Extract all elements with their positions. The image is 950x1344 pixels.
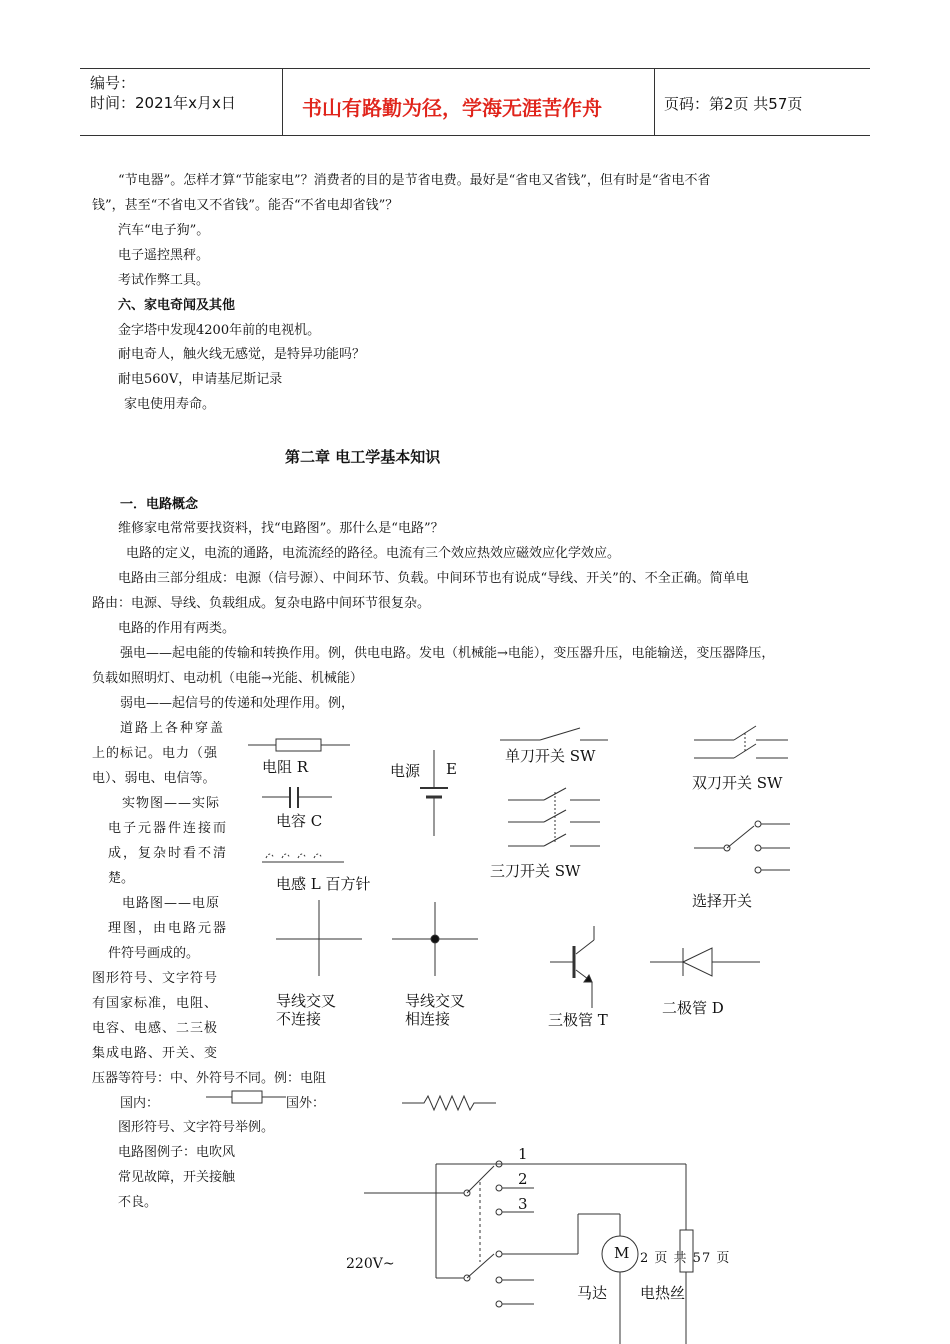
para-line: 负载如照明灯、电动机（电能→光能、机械能） <box>92 671 363 686</box>
transistor-label: 三极管 T <box>548 1011 608 1029</box>
header-page-label: 页码：第2页 共57页 <box>664 95 803 113</box>
body-line: 钱”，甚至“不省电又不省钱”。能否“不省电却省钱”？ <box>92 198 399 213</box>
side-line: 电）、弱电、电信等。 <box>92 771 216 786</box>
source-symbol-letter: E <box>446 760 457 778</box>
side-line: 件符号画成的。 <box>108 946 200 961</box>
section-heading-anecdotes: 六、家电奇闻及其他 <box>118 298 236 313</box>
side-line: 道路上各种穿盖 <box>120 721 226 736</box>
side-line: 楚。 <box>108 871 135 886</box>
tail-line: 图形符号、文字符号举例。 <box>118 1120 275 1135</box>
resistor-foreign-symbol <box>402 1096 496 1110</box>
motor-label: 马达 <box>577 1284 608 1302</box>
para-line: 电路的作用有两类。 <box>118 621 236 636</box>
triple-switch-label: 三刀开关 SW <box>490 862 581 880</box>
diode-label: 二极管 D <box>662 999 724 1017</box>
side-line: 理图，由电路元器 <box>108 921 229 936</box>
body-line: 耐电560V，申请基尼斯记录 <box>118 372 283 387</box>
side-line: 电容、电感、二三极 <box>92 1021 219 1036</box>
tail-line: 不良。 <box>118 1195 158 1210</box>
header-motto: 书山有路勤为径，学海无涯苦作舟 <box>302 96 602 120</box>
side-line: 有国家标准，电阻、 <box>92 996 219 1011</box>
section-title: 一．电路概念 <box>120 497 199 512</box>
hairdryer-circuit <box>364 1161 693 1344</box>
header-number-label: 编号： <box>90 74 136 92</box>
double-pole-switch-symbol <box>694 726 788 758</box>
para-line: 电路由三部分组成：电源（信号源）、中间环节、负载。中间环节也有说成“导线、开关”的、不全正确。简单电 <box>118 571 749 586</box>
side-line: 成，复杂时看不清 <box>108 846 229 861</box>
capacitor-symbol <box>262 787 332 808</box>
tail-line: 常见故障，开关接触 <box>118 1170 236 1185</box>
triple-pole-switch-symbol <box>508 788 600 846</box>
resistor-foreign-label: 国外： <box>286 1096 326 1111</box>
para-line: 维修家电常常要找资料，找“电路图”。那什么是“电路”？ <box>118 521 444 536</box>
body-line: 耐电奇人，触火线无感觉，是特异功能吗？ <box>118 347 366 362</box>
resistor-domestic-label: 国内： <box>120 1096 160 1111</box>
body-line: 家电使用寿命。 <box>124 397 216 412</box>
side-line: 电子元器件连接而 <box>108 821 229 836</box>
wire-cross-connected-symbol <box>392 902 478 976</box>
side-line: 图形符号、文字符号 <box>92 971 219 986</box>
source-symbol <box>420 750 448 836</box>
selector-switch-symbol <box>694 821 790 873</box>
double-switch-label: 双刀开关 SW <box>692 774 783 792</box>
body-line: 汽车“电子狗”。 <box>118 223 210 238</box>
wire-cross-unconnected-label: 不连接 <box>276 1010 322 1028</box>
supply-voltage-label: 220V~ <box>346 1256 395 1272</box>
para-line: 电路的定义，电流的通路，电流流经的路径。电流有三个效应热效应磁效应化学效应。 <box>126 546 621 561</box>
resistor-symbol-label: 电阻 R <box>262 758 309 776</box>
source-symbol-label: 电源 <box>390 762 421 780</box>
para-line: 弱电——起信号的传递和处理作用。例， <box>120 696 355 711</box>
inductor-symbol-label: 电感 L 百方针 <box>276 875 371 893</box>
body-line: 金字塔中发现4200年前的电视机。 <box>118 323 321 338</box>
heater-label: 电热丝 <box>640 1284 686 1302</box>
para-line: 路由：电源、导线、负载组成。复杂电路中间环节很复杂。 <box>92 596 431 611</box>
side-line: 实物图——实际 <box>122 796 221 811</box>
motor-letter: M <box>614 1244 630 1262</box>
resistor-domestic-symbol <box>206 1091 286 1103</box>
single-switch-label: 单刀开关 SW <box>505 747 596 765</box>
side-line: 集成电路、开关、变 <box>92 1046 219 1061</box>
side-line: 电路图——电原 <box>122 896 221 911</box>
body-line: 考试作弊工具。 <box>118 273 210 288</box>
wire-cross-unconnected-label: 导线交叉 <box>276 992 337 1010</box>
chapter-title: 第二章 电工学基本知识 <box>285 448 441 466</box>
side-line: 压器等符号：中、外符号不同。例：电阻 <box>92 1071 327 1086</box>
body-line: “节电器”。怎样才算“节能家电”？消费者的目的是节省电费。最好是“省电又省钱”，但有时是“省电不省 <box>118 173 711 188</box>
footer-page-overlay: 2 页 共 57 页 <box>640 1251 731 1266</box>
switch-position-1: 1 <box>518 1145 528 1163</box>
wire-cross-connected-label: 相连接 <box>405 1010 451 1028</box>
transistor-symbol <box>550 926 594 1008</box>
switch-position-3: 3 <box>518 1195 528 1213</box>
header-date-label: 时间：2021年x月x日 <box>90 94 236 112</box>
wire-cross-connected-label: 导线交叉 <box>405 992 466 1010</box>
capacitor-symbol-label: 电容 C <box>276 812 323 830</box>
selector-switch-label: 选择开关 <box>692 892 753 910</box>
single-pole-switch-symbol <box>500 728 608 740</box>
inductor-symbol <box>262 854 344 862</box>
para-line: 强电——起电能的传输和转换作用。例，供电电路。发电（机械能→电能），变压器升压，电能输送，变压器降压， <box>120 646 775 661</box>
tail-line: 电路图例子：电吹风 <box>118 1145 236 1160</box>
side-line: 上的标记。电力（强 <box>92 746 219 761</box>
switch-position-2: 2 <box>518 1170 528 1188</box>
wire-cross-unconnected-symbol <box>276 900 362 976</box>
body-line: 电子遥控黑秤。 <box>118 248 210 263</box>
resistor-symbol <box>248 739 350 751</box>
diode-symbol <box>650 948 760 976</box>
